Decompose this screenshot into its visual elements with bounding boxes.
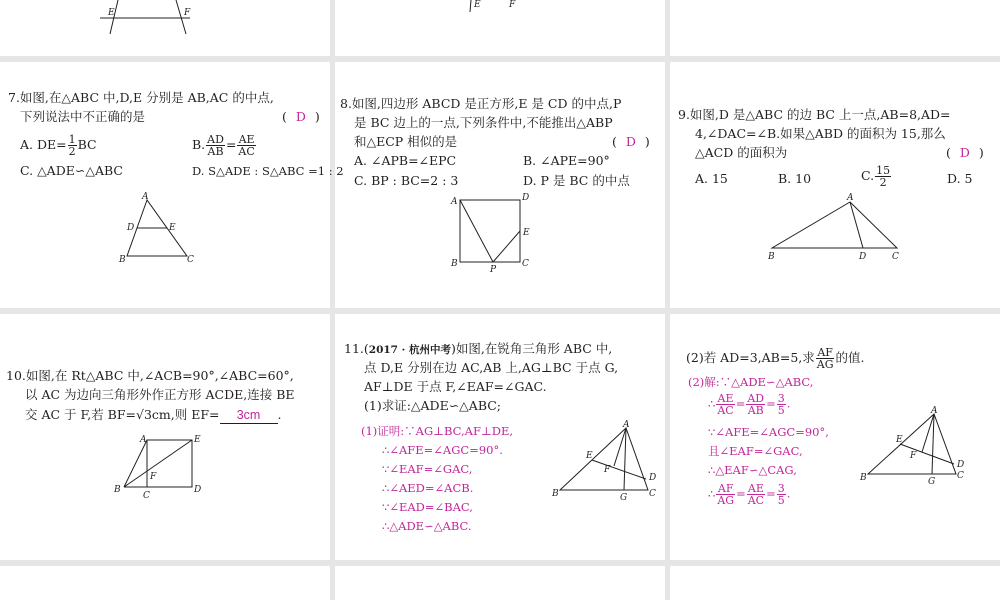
denominator: AG <box>717 494 735 507</box>
top-mid-figure <box>465 0 545 12</box>
q11-source: 2017 · 杭州中考 <box>368 344 451 356</box>
q8-answer-bracket: ( D ) <box>612 134 650 149</box>
q11b-solution-line5: ∴△EAF∽△CAG, <box>708 463 797 477</box>
label-b: B <box>451 259 458 269</box>
equals: = <box>225 137 237 152</box>
q7-opt-a-prefix: A. DE= <box>20 137 67 152</box>
numerator: AE <box>747 482 764 495</box>
numerator: 3 <box>777 392 785 405</box>
q8-option-c: C. BP : BC=2 : 3 <box>354 173 459 188</box>
fraction <box>777 393 786 416</box>
numerator: 3 <box>777 482 785 495</box>
label-d: D <box>859 252 867 262</box>
label-f: F <box>184 8 191 18</box>
q10-line2: 以 AC 为边向三角形外作正方形 ACDE,连接 BE <box>25 387 295 402</box>
denominator: AB <box>207 145 224 158</box>
label-b: B <box>860 473 867 483</box>
label-c: C <box>187 255 194 265</box>
q11b-solution-line2: ∴ $\frac{AE}{AC}$ = $\frac{AD}{AB}$ = $\frac{3}{5}$ . <box>708 392 791 417</box>
label-c: C <box>522 259 529 269</box>
denominator: 2 <box>68 145 76 158</box>
fraction <box>206 134 225 157</box>
q11b-solution-line1: (2)解:∵△ADE∽△ABC, <box>688 375 814 389</box>
q10-line3-text: 交 AC 于 F,若 BF=√3cm,则 EF= <box>25 407 220 422</box>
q7-option-d: D. S△ADE : S△ABC =1 : 2 <box>192 164 344 178</box>
q9-answer-bracket: ( D ) <box>946 145 984 160</box>
q10-line1: 10.如图,在 Rt△ABC 中,∠ACB=90°,∠ABC=60°, <box>6 368 294 383</box>
label-b: B <box>768 252 775 262</box>
q11-solution-line3: ∵∠EAF=∠GAC, <box>382 462 473 476</box>
q9-answer: D <box>959 145 970 160</box>
q10-answer-blank: 3cm <box>220 407 278 424</box>
denominator: AB <box>747 404 764 417</box>
fraction <box>716 483 735 506</box>
label-a: A <box>623 420 630 430</box>
q8-option-a: A. ∠APB=∠EPC <box>354 153 457 168</box>
label-c: C <box>143 491 150 500</box>
q11-solution-line6: ∴△ADE∽△ABC. <box>382 519 472 533</box>
label-e: E <box>896 435 903 445</box>
q8-line3: 和△ECP 相似的是 <box>354 134 458 149</box>
label-d: D <box>957 460 965 470</box>
label-b: B <box>114 485 121 495</box>
q11b-line1-pre: (2)若 AD=3,AB=5,求 <box>686 350 815 365</box>
q11b-solution-line6: ∴ $\frac{AF}{AG}$ = $\frac{AE}{AC}$ = $\frac{3}{5}$ . <box>708 482 791 507</box>
label-d: D <box>522 193 530 203</box>
therefore: ∴ <box>708 486 716 501</box>
label-a: A <box>451 197 458 207</box>
q10-figure <box>110 430 210 500</box>
q10-line3-end: . <box>277 407 282 422</box>
q9-option-a: A. 15 <box>695 171 728 186</box>
q11b-solution-line4: 且∠EAF=∠GAC, <box>708 444 803 458</box>
q8-answer: D <box>625 134 636 149</box>
numerator: AF <box>817 346 833 359</box>
q9-figure <box>762 192 912 262</box>
q9-line2: 4,∠DAC=∠B.如果△ABD 的面积为 15,那么 <box>695 126 946 141</box>
label-f: F <box>604 465 611 475</box>
label-d: D <box>649 473 657 483</box>
q7-option-a <box>20 134 97 157</box>
label-f: F <box>509 0 516 10</box>
numerator: AE <box>717 392 734 405</box>
fraction <box>777 483 786 506</box>
fraction <box>237 134 255 157</box>
card-top-right <box>670 0 1000 56</box>
q11-line1-text: )如图,在锐角三角形 ABC 中, <box>450 341 613 356</box>
q11-line4: (1)求证:△ADE∽△ABC; <box>364 398 502 413</box>
q7-option-c: C. △ADE∽△ABC <box>20 163 123 178</box>
label-d: D <box>127 223 135 233</box>
q11-line3: AF⊥DE 于点 F,∠EAF=∠GAC. <box>364 379 547 394</box>
label-a: A <box>931 406 938 416</box>
card-bottom-right <box>670 566 1000 600</box>
denominator: 2 <box>879 176 887 189</box>
numerator: 1 <box>68 133 76 146</box>
label-g: G <box>620 493 628 503</box>
q8-option-b: B. ∠APE=90° <box>523 153 610 168</box>
q11b-line1-post: 的值. <box>835 350 865 365</box>
q7-line2: 下列说法中不正确的是 <box>20 109 146 124</box>
q11-num: 11.( <box>344 341 369 356</box>
denominator: AC <box>747 494 765 507</box>
card-bottom-mid <box>335 566 665 600</box>
q9-option-c <box>861 165 892 188</box>
top-left-figure <box>90 0 210 40</box>
therefore: ∴ <box>708 396 716 411</box>
q8-option-d: D. P 是 BC 的中点 <box>523 173 630 188</box>
numerator: AE <box>238 133 255 146</box>
label-e: E <box>194 435 201 445</box>
q11-solution-line5: ∵∠EAD=∠BAC, <box>382 500 473 514</box>
q11b-line1 <box>686 347 864 370</box>
q9-opt-c-prefix: C. <box>861 168 875 183</box>
fraction <box>875 165 891 188</box>
q9-line1: 9.如图,D 是△ABC 的边 BC 上一点,AB=8,AD= <box>678 107 951 122</box>
numerator: AD <box>207 133 224 146</box>
q7-answer: D <box>295 109 306 124</box>
q7-opt-b-prefix: B. <box>192 137 206 152</box>
q11-line2: 点 D,E 分别在边 AC,AB 上,AG⊥BC 于点 G, <box>364 360 619 375</box>
fraction <box>747 483 765 506</box>
q9-option-b: B. 10 <box>778 171 812 186</box>
label-a: A <box>140 435 147 445</box>
q11-solution-line2: ∴∠AFE=∠AGC=90°. <box>382 443 503 457</box>
label-c: C <box>957 471 964 481</box>
q8-line1: 8.如图,四边形 ABCD 是正方形,E 是 CD 的中点,P <box>340 96 622 111</box>
numerator: 15 <box>876 164 891 177</box>
q7-figure <box>115 190 205 270</box>
card-bottom-left <box>0 566 330 600</box>
label-c: C <box>892 252 899 262</box>
denominator: AC <box>717 404 734 417</box>
label-f: F <box>910 451 917 461</box>
label-f: F <box>150 472 157 482</box>
fraction <box>68 134 77 157</box>
fraction <box>716 393 734 416</box>
denominator: 5 <box>777 494 785 507</box>
q7-option-b <box>192 134 257 157</box>
q8-figure <box>448 190 538 275</box>
q11-solution-line1: (1)证明:∵AG⊥BC,AF⊥DE, <box>361 424 514 438</box>
label-g: G <box>928 477 936 487</box>
label-p: P <box>490 265 497 275</box>
label-e: E <box>474 0 481 10</box>
label-d: D <box>194 485 202 495</box>
q11-figure <box>548 418 663 503</box>
label-e: E <box>586 451 593 461</box>
label-e: E <box>523 228 530 238</box>
q7-answer-bracket: ( D ) <box>282 109 320 124</box>
fraction <box>746 393 765 416</box>
denominator: 5 <box>777 404 785 417</box>
q11b-figure <box>856 404 971 489</box>
label-c: C <box>649 489 656 499</box>
q10-line3 <box>25 407 282 424</box>
denominator: AG <box>816 358 834 371</box>
label-a: A <box>847 193 854 203</box>
q7-line1: 7.如图,在△ABC 中,D,E 分别是 AB,AC 的中点, <box>8 90 274 105</box>
fraction <box>816 347 835 370</box>
q11b-solution-line3: ∵∠AFE=∠AGC=90°, <box>708 425 829 439</box>
label-e: E <box>169 223 176 233</box>
label-b: B <box>552 489 559 499</box>
q11-solution-line4: ∴∠AED=∠ACB. <box>382 481 474 495</box>
q9-line3: △ACD 的面积为 <box>695 145 788 160</box>
q7-opt-a-suffix: BC <box>77 137 97 152</box>
numerator: AD <box>747 392 765 405</box>
label-b: B <box>119 255 126 265</box>
q11-line1 <box>344 341 612 358</box>
label-a: A <box>142 192 149 202</box>
label-e: E <box>108 8 115 18</box>
q9-option-d: D. 5 <box>947 171 973 186</box>
numerator: AF <box>717 482 734 495</box>
q8-line2: 是 BC 边上的一点,下列条件中,不能推出△ABP <box>354 115 613 130</box>
denominator: AC <box>238 145 255 158</box>
